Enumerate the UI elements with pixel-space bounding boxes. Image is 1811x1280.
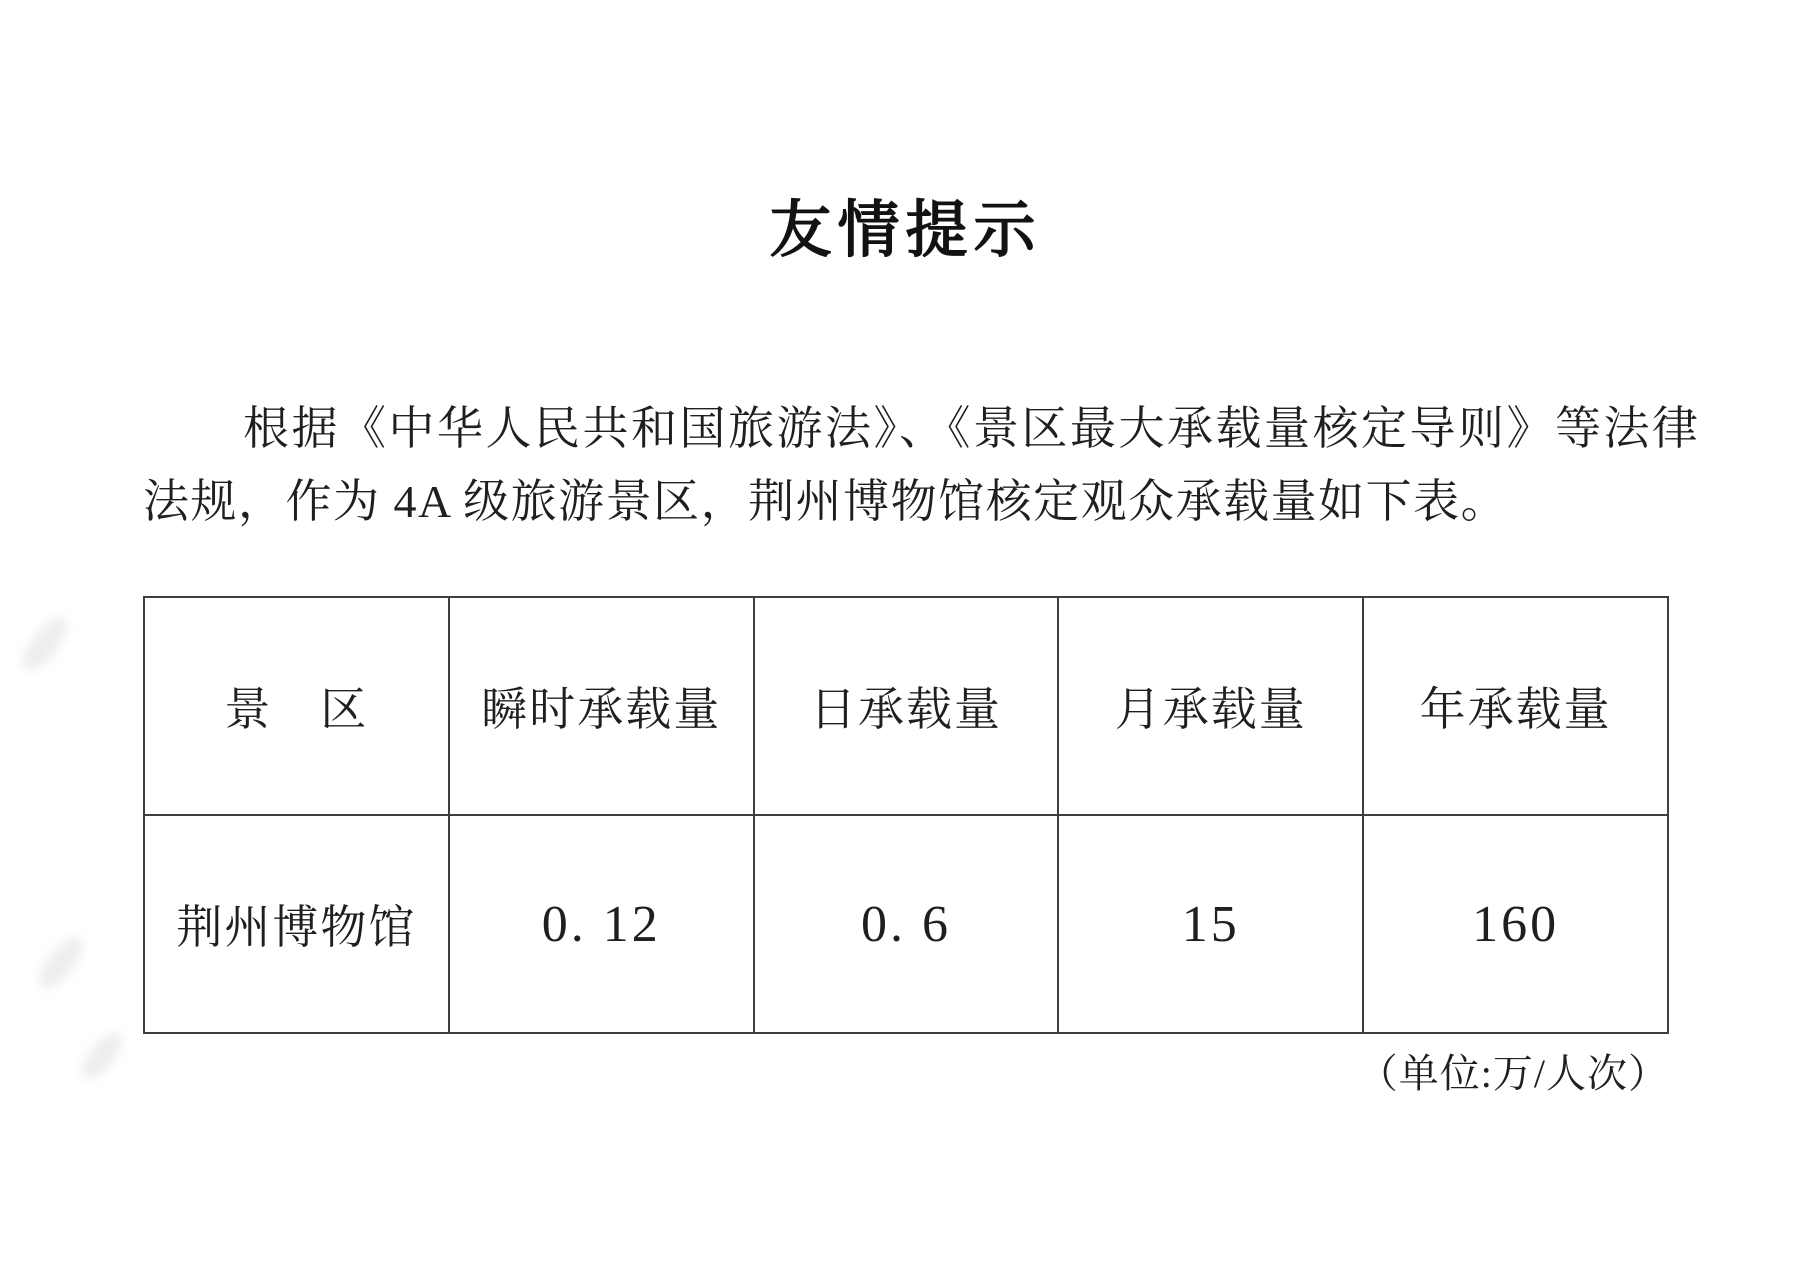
header-cell-annual-capacity: 年承载量 xyxy=(1363,597,1668,815)
cell-daily-capacity: 0. 6 xyxy=(754,815,1059,1033)
unit-note: （单位:万/人次） xyxy=(1357,1051,1669,1096)
capacity-table xyxy=(143,596,1669,1034)
paragraph-line-2: 法规，作为 4A 级旅游景区，荆州博物馆核定观众承载量如下表。 xyxy=(143,476,1509,527)
cell-scenic-area: 荆州博物馆 xyxy=(144,815,449,1033)
cell-instant-capacity: 0. 12 xyxy=(449,815,754,1033)
cell-annual-capacity: 160 xyxy=(1363,815,1668,1033)
scan-artifact xyxy=(32,931,91,996)
header-cell-daily-capacity: 日承载量 xyxy=(754,597,1059,815)
scan-artifact xyxy=(75,1027,128,1086)
notice-paragraph xyxy=(143,392,1701,538)
header-cell-monthly-capacity: 月承载量 xyxy=(1058,597,1363,815)
table-header-row xyxy=(144,597,1668,815)
table-row xyxy=(144,815,1668,1033)
scan-artifact xyxy=(15,611,75,677)
cell-monthly-capacity: 15 xyxy=(1058,815,1363,1033)
page-title: 友情提示 xyxy=(769,197,1042,265)
header-cell-instant-capacity: 瞬时承载量 xyxy=(449,597,754,815)
paragraph-line-1: 根据《中华人民共和国旅游法》、《景区最大承载量核定导则》等法律 xyxy=(243,403,1701,454)
header-cell-scenic-area: 景 区 xyxy=(144,597,449,815)
